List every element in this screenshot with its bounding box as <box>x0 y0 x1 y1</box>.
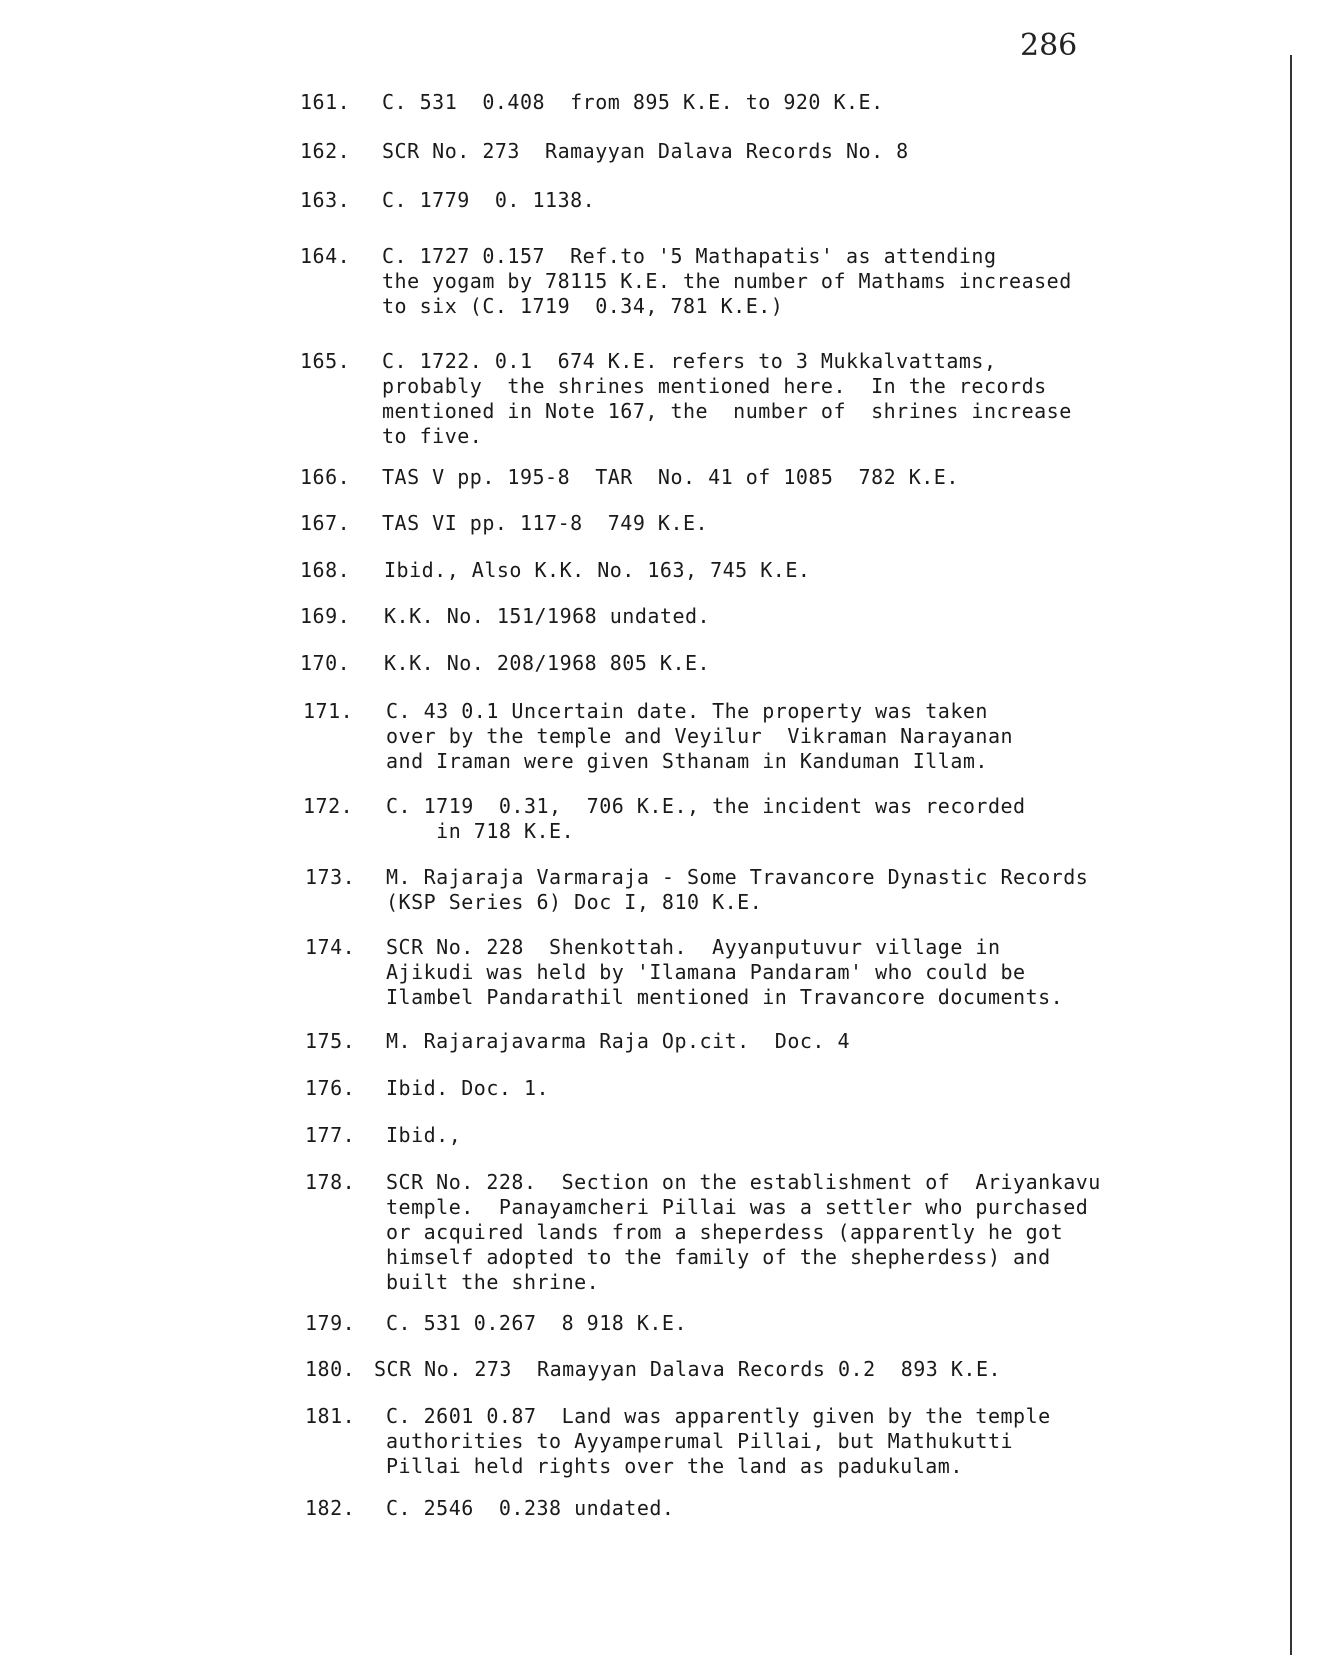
footnote-number: 182. <box>305 1496 356 1520</box>
footnote-line: M. Rajarajavarma Raja Op.cit. Doc. 4 <box>386 1029 851 1053</box>
footnote-line: authorities to Ayyamperumal Pillai, but Mathukutti <box>386 1429 1014 1453</box>
footnote-line: Ibid., <box>386 1123 462 1147</box>
footnote-text <box>386 1170 1101 1295</box>
footnote-number: 164. <box>300 244 351 268</box>
footnote-number: 162. <box>300 139 351 163</box>
footnote-line: TAS VI pp. 117-8 749 K.E. <box>382 511 709 535</box>
footnote-number: 166. <box>300 465 351 489</box>
footnote-text <box>382 188 595 213</box>
footnote-number: 167. <box>300 511 351 535</box>
footnote-line: SCR No. 228 Shenkottah. Ayyanputuvur village in <box>386 935 1001 959</box>
footnote-line: C. 1722. 0.1 674 K.E. refers to 3 Mukkalvattams, <box>382 349 997 373</box>
footnote-number: 161. <box>300 90 351 114</box>
footnote-text <box>384 604 710 629</box>
footnote-text <box>382 511 708 536</box>
footnote-line: C. 2546 0.238 undated. <box>386 1496 675 1520</box>
footnote-number: 175. <box>305 1029 356 1053</box>
footnote-line: to six (C. 1719 0.34, 781 K.E.) <box>382 294 784 318</box>
footnote-line: Ajikudi was held by 'Ilamana Pandaram' who could be <box>386 960 1026 984</box>
footnote-text <box>386 1404 1051 1479</box>
footnote-text <box>384 651 710 676</box>
footnote-line: Ibid. Doc. 1. <box>386 1076 550 1100</box>
footnote-line: SCR No. 273 Ramayyan Dalava Records No. 8 <box>382 139 909 163</box>
footnote-line: Pillai held rights over the land as padukulam. <box>386 1454 963 1478</box>
footnote-line: to five. <box>382 424 483 448</box>
footnote-number: 172. <box>303 794 354 818</box>
footnote-line: himself adopted to the family of the shepherdess) and <box>386 1245 1051 1269</box>
footnote-line: K.K. No. 208/1968 805 K.E. <box>384 651 711 675</box>
footnote-line: temple. Panayamcheri Pillai was a settler who purchased <box>386 1195 1089 1219</box>
footnote-line: C. 2601 0.87 Land was apparently given by the temple <box>386 1404 1051 1428</box>
footnote-text <box>386 865 1088 915</box>
footnote-line: over by the temple and Veyilur Vikraman Narayanan <box>386 724 1014 748</box>
footnote-line: or acquired lands from a sheperdess (apparently he got <box>386 1220 1064 1244</box>
footnote-line: C. 43 0.1 Uncertain date. The property was taken <box>386 699 988 723</box>
footnote-text <box>382 139 909 164</box>
footnote-line: K.K. No. 151/1968 undated. <box>384 604 711 628</box>
footnote-text <box>386 1311 687 1336</box>
footnote-number: 180. <box>305 1357 356 1381</box>
footnote-line: mentioned in Note 167, the number of shrines increase <box>382 399 1072 423</box>
footnote-text <box>386 1076 549 1101</box>
footnote-line: Ibid., Also K.K. No. 163, 745 K.E. <box>384 558 811 582</box>
footnote-line: C. 531 0.267 8 918 K.E. <box>386 1311 687 1335</box>
footnote-text <box>386 1029 850 1054</box>
footnote-line: probably the shrines mentioned here. In the records <box>382 374 1047 398</box>
footnote-line: SCR No. 228. Section on the establishment of Ariyankavu <box>386 1170 1101 1194</box>
footnote-number: 163. <box>300 188 351 212</box>
footnote-line: built the shrine. <box>386 1270 600 1294</box>
footnote-number: 174. <box>305 935 356 959</box>
footnote-line: SCR No. 273 Ramayyan Dalava Records 0.2 893 K.E. <box>374 1357 1002 1381</box>
footnote-line: Ilambel Pandarathil mentioned in Travancore documents. <box>386 985 1064 1009</box>
footnote-line: the yogam by 78115 K.E. the number of Mathams increased <box>382 269 1072 293</box>
footnote-text <box>384 558 810 583</box>
footnote-line: M. Rajaraja Varmaraja - Some Travancore Dynastic Records <box>386 865 1089 889</box>
footnote-line: C. 1719 0.31, 706 K.E., the incident was recorded <box>386 794 1026 818</box>
footnote-number: 178. <box>305 1170 356 1194</box>
footnote-line: TAS V pp. 195-8 TAR No. 41 of 1085 782 K.E. <box>382 465 959 489</box>
footnote-text <box>386 794 1026 844</box>
footnote-line: C. 1779 0. 1138. <box>382 188 596 212</box>
margin-rule <box>1290 55 1292 1655</box>
footnote-text <box>386 1496 674 1521</box>
footnote-line: C. 531 0.408 from 895 K.E. to 920 K.E. <box>382 90 884 114</box>
footnote-number: 179. <box>305 1311 356 1335</box>
footnote-text <box>382 465 959 490</box>
footnote-number: 170. <box>300 651 351 675</box>
footnote-text <box>386 935 1063 1010</box>
page-number: 286 <box>1020 28 1078 63</box>
footnote-number: 168. <box>300 558 351 582</box>
footnote-text <box>374 1357 1001 1382</box>
footnote-text <box>382 90 884 115</box>
footnote-number: 181. <box>305 1404 356 1428</box>
footnote-line: (KSP Series 6) Doc I, 810 K.E. <box>386 890 763 914</box>
footnote-number: 165. <box>300 349 351 373</box>
footnote-text <box>382 244 1072 319</box>
footnote-number: 176. <box>305 1076 356 1100</box>
footnote-text <box>382 349 1072 449</box>
footnote-number: 169. <box>300 604 351 628</box>
footnote-text <box>386 699 1013 774</box>
footnote-text <box>386 1123 461 1148</box>
footnote-number: 173. <box>305 865 356 889</box>
footnote-number: 171. <box>303 699 354 723</box>
footnote-line: C. 1727 0.157 Ref.to '5 Mathapatis' as attending <box>382 244 997 268</box>
footnote-line: in 718 K.E. <box>386 819 575 843</box>
footnote-line: and Iraman were given Sthanam in Kanduman Illam. <box>386 749 988 773</box>
footnote-number: 177. <box>305 1123 356 1147</box>
